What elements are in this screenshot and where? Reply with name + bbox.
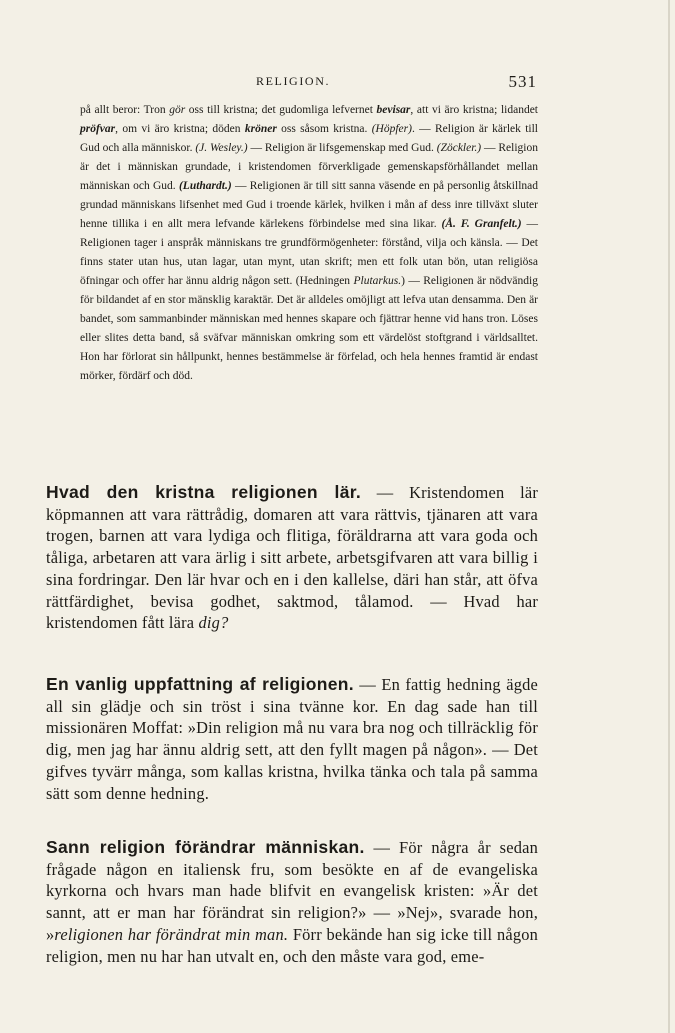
- section-heading: Hvad den kristna religionen lär.: [46, 482, 362, 502]
- section-body: — För några år sedan frågade någon en italiensk fru, som besökte en af de evangeliska kyrkorna och hvars man hade blifvit en evangelisk kristen: »Är det sannt, att er man har förändrat sin religion?» — »Nej», svarade hon, »: [46, 838, 538, 944]
- section-body-end: Förr bekände han sig icke till någon religion, men nu har han utvalt en, och den måste vara god, eme-: [46, 924, 539, 966]
- section-heading: Sann religion förändrar människan.: [46, 837, 365, 857]
- section-kristna-religionen: [46, 482, 538, 634]
- page-edge: [668, 0, 670, 1033]
- page-number: 531: [508, 72, 537, 91]
- section-italic: dig?: [198, 613, 229, 633]
- section-body: — Kristendomen lär köpmannen att vara rättrådig, domaren att vara rättvis, tjänaren att vara trogen, barnen att vara lydiga och flitiga, föräldrarna att vara goda och tåliga, arbetaren att vara ärlig i sitt arbete, arbetsgifvaren att vara billig i sina fordringar. Den lär hvar och en i den kallelse, däri han står, att öfva rättfärdighet, bevisa godhet, saktmod, tålamod. — Hvad har kristendomen fått lära: [46, 483, 538, 633]
- page-header: [80, 72, 537, 94]
- running-title: RELIGION.: [256, 74, 331, 88]
- section-italic: religionen har förändrat min man.: [54, 924, 289, 944]
- quotes-paragraph: på allt beror: Tron gör oss till kristna; det gudomliga lefvernet bevisar, att vi äro kristna; lidandet pröfvar, om vi äro kristna; döden kröner oss såsom kristna. (Höpfer). — Religion är kärlek till Gud och alla människor. (J. Wesley.) — Religion är lifsgemenskap med Gud. (Zöckler.) — Religion är det i människan grundade, i kristendomen förverkligade gemenskapsförhållandet mellan människan och Gud. (Luthardt.) — Religionen är till sitt sanna väsende en på personlig åtskillnad grundad människans lifsenhet med Gud i troende kärlek, hvilken i mån af dess inre tillväxt sluter henne tillika i en allt mera lefvande kärlekens förbindelse med sina likar. (Å. F. Granfelt.) — Religionen tager i anspråk människans tre grundförmögenheter: förstånd, vilja och känsla. — Det finns stater utan hus, utan lagar, utan mynt, utan skrift; men ett folk utan bön, utan religiösa öfningar och offer har ännu aldrig någon sett. (Hedningen Plutarkus.) — Religionen är nödvändig för bildandet af en stor mänsklig karaktär. Det är alldeles omöjligt att lefva utan densamma. Den är bandet, som sammanbinder människan med hennes skapare och fjättrar henne vid hans tron. Löses eller slites detta band, så sväfvar människan omkring som ett värdelöst stoftgrand i världsalltet. Hon har förlorat sin hållpunkt, hennes bestämmelse är förfelad, och hela hennes framtid är endast mörker, fördärf och död.: [80, 104, 539, 382]
- section-heading: En vanlig uppfattning af religionen.: [46, 674, 354, 694]
- section-sann-religion: [46, 837, 538, 967]
- quotes-block: [80, 101, 538, 386]
- section-vanlig-uppfattning: [46, 674, 538, 804]
- section-body: — En fattig hedning ägde all sin glädje och sin tröst i sina tvänne kor. En dag sade han till missionären Moffat: »Din religion må nu vara bra nog och tillräcklig för dig, men jag har ännu aldrig sett, att den fyllt magen på någon». — Det gifves tyvärr många, som kallas kristna, hvilka tänka och tala på samma sätt som denne hedning.: [46, 675, 538, 803]
